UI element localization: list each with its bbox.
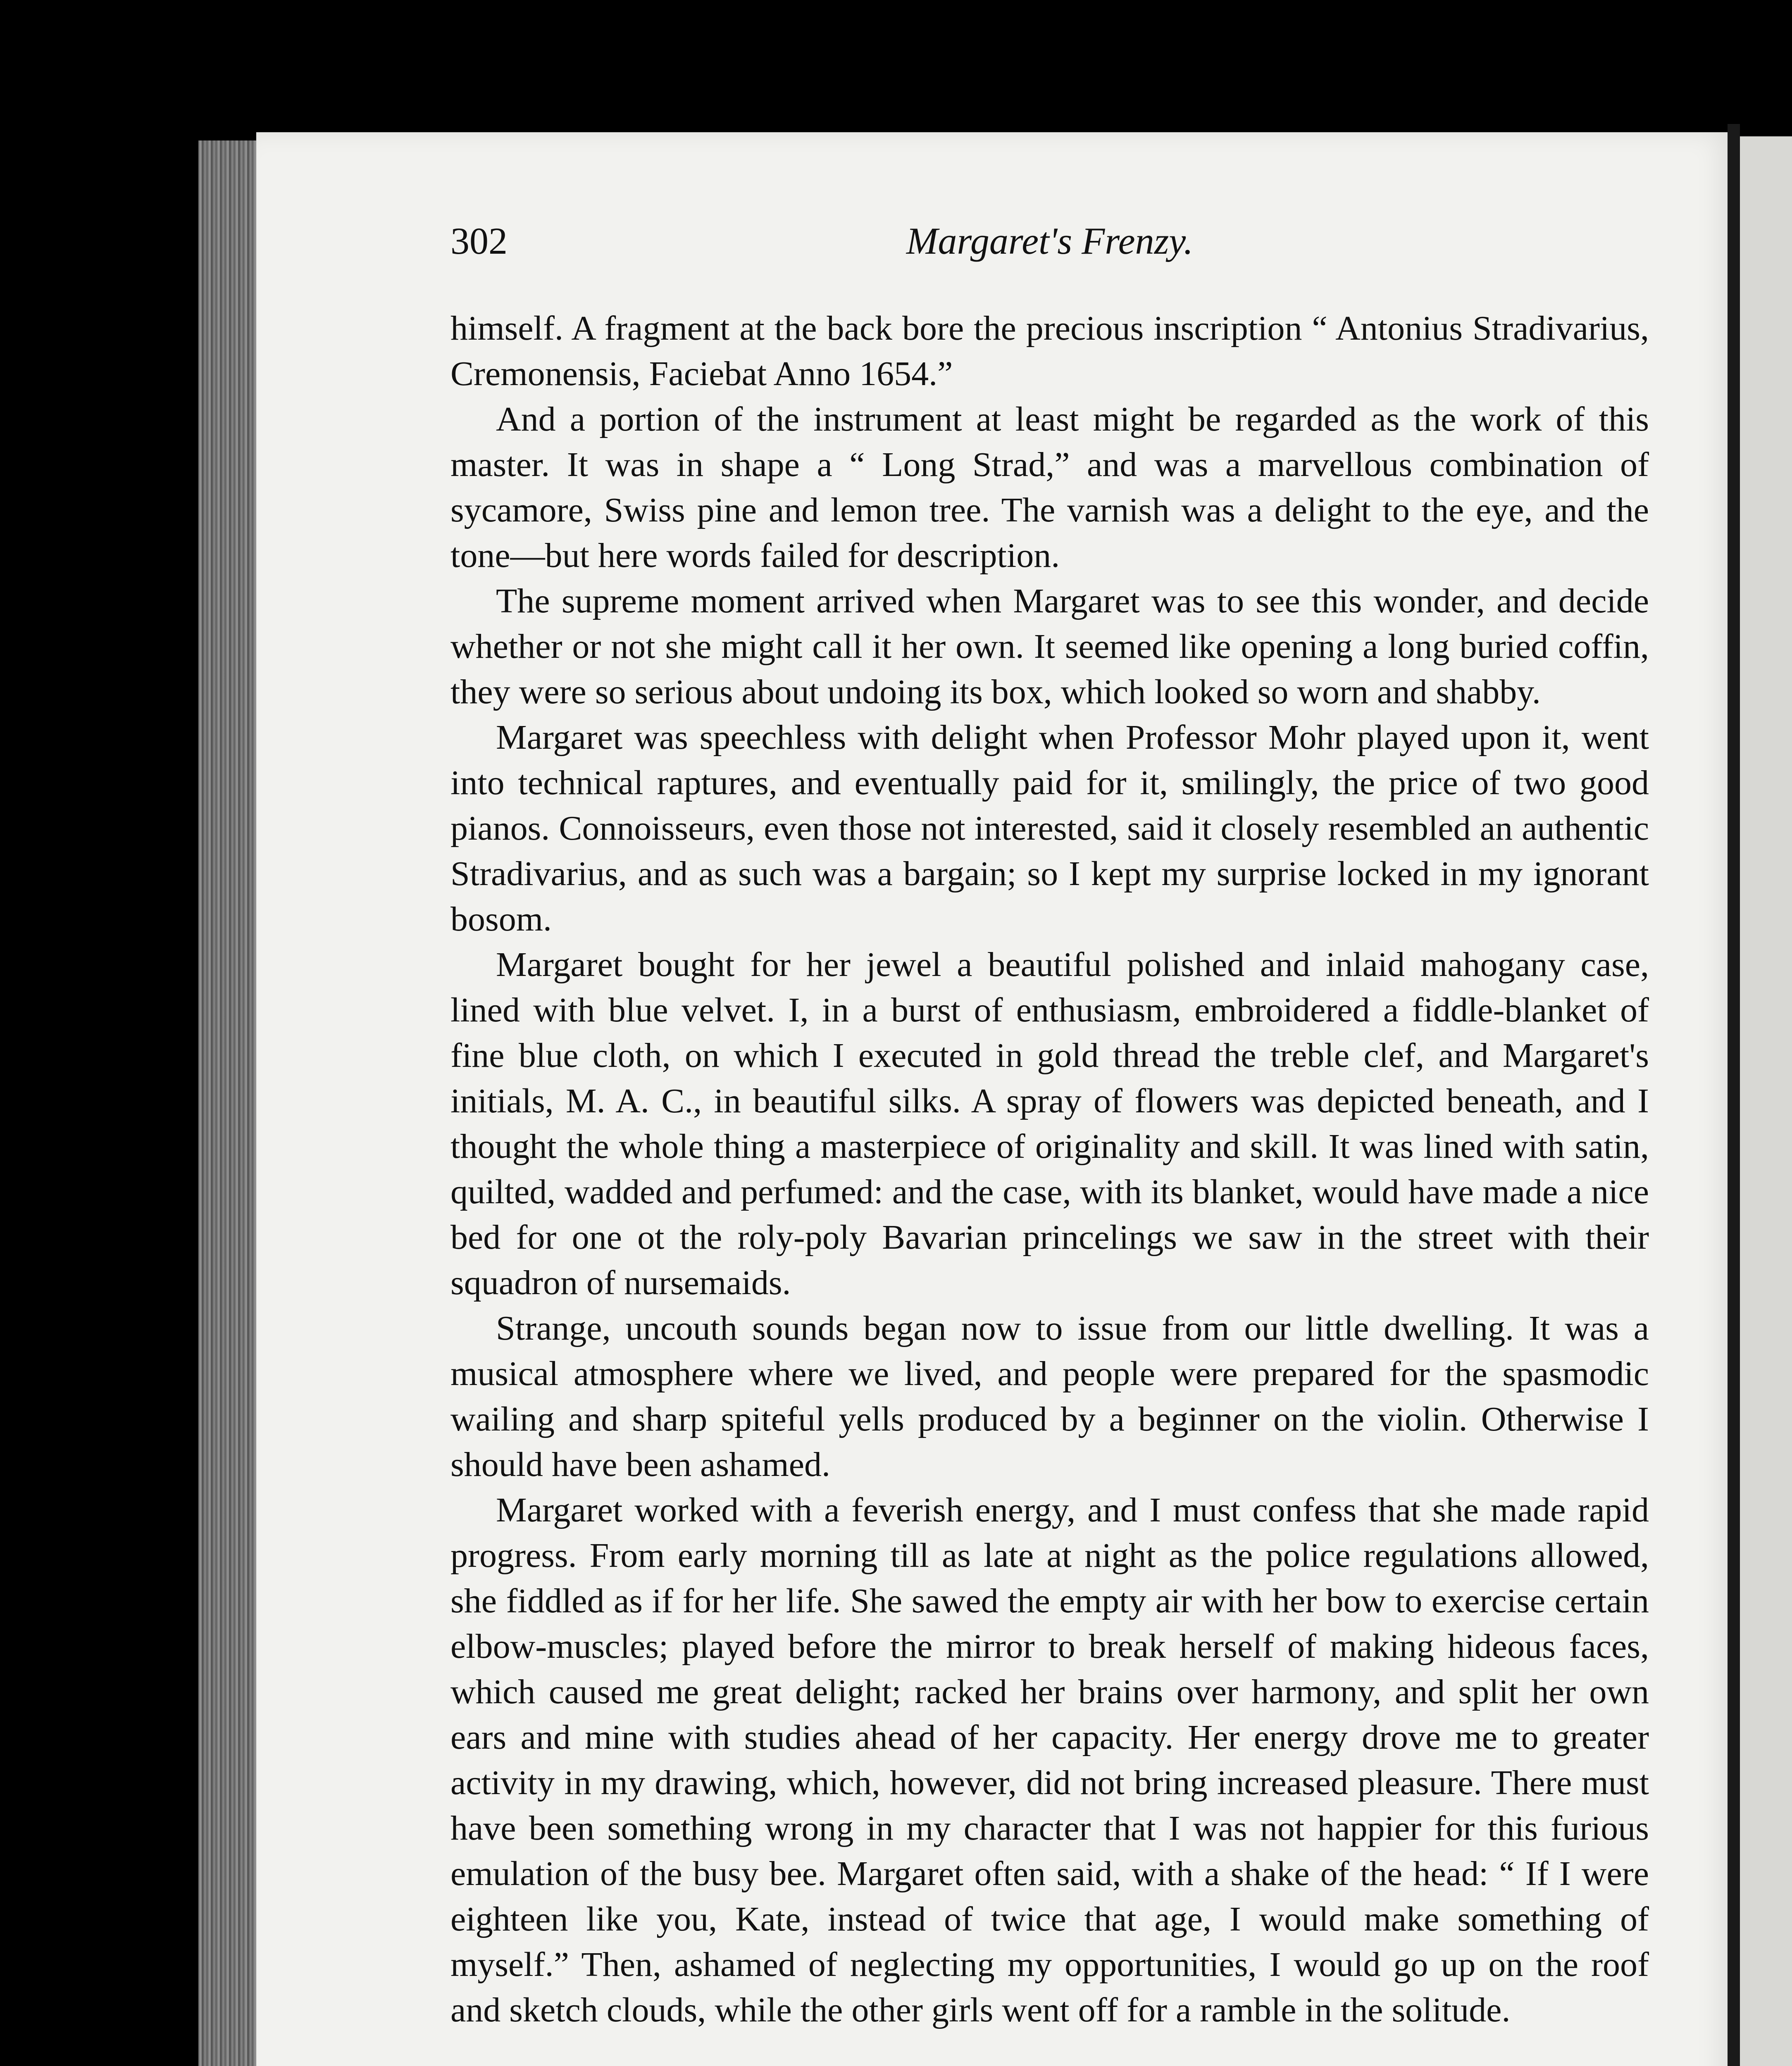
page-number: 302 <box>450 220 508 262</box>
paragraph-5: Margaret bought for her jewel a beautiful polished and inlaid mahogany case, lined with blue velvet. I, in a burst of enthusiasm, embroidered a fiddle-blanket of fine blue cloth, on which I executed in gold thread the treble clef, and Margaret's initials, M. A. C., in beautiful silks. A spray of flowers was depicted beneath, and I thought the whole thing a masterpiece of originality and skill. It was lined with satin, quilted, wadded and perfumed: and the case, with its blanket, would have made a nice bed for one ot the roly-poly Bavarian princelings we saw in the street with their squadron of nursemaids. <box>450 945 1649 1302</box>
paragraph-6: Strange, uncouth sounds began now to issue from our little dwelling. It was a musical atmosphere where we lived, and people were prepared for the spasmodic wailing and sharp spiteful yells produced by a beginner on the violin. Otherwise I should have been ashamed. <box>450 1309 1649 1484</box>
paragraph-3: The supreme moment arrived when Margaret was to see this wonder, and decide whether or not she might call it her own. It seemed like opening a long buried coffin, they were so serious about undoing its box, which looked so worn and shabby. <box>450 582 1649 711</box>
paragraph-7: Margaret worked with a feverish energy, and I must confess that she made rapid progress. From early morning till as late at night as the police regulations allowed, she fiddled as if for her life. She sawed the empty air with her bow to exercise certain elbow-muscles; played before the mirror to break herself of making hideous faces, which caused me great delight; racked her brains over harmony, and split her own ears and mine with studies ahead of her capacity. Her energy drove me to greater activity in my drawing, which, however, did not bring increased pleasure. There must have been something wrong in my character that I was not happier for this furious emulation of the busy bee. Margaret often said, with a shake of the head: “ If I were eighteen like you, Kate, instead of twice that age, I would make something of myself.” Then, ashamed of neglecting my opportunities, I would go up on the roof and sketch clouds, while the other girls went off for a ramble in the solitude. <box>450 1491 1649 2029</box>
facing-page-shadow <box>1728 124 1740 2066</box>
facing-page-edge <box>1740 136 1792 2066</box>
paragraph-1: himself. A fragment at the back bore the precious inscription “ Antonius Stradivarius, Cremonensis, Faciebat Anno 1654.” <box>450 309 1649 393</box>
body-text <box>450 306 1649 2033</box>
page-header <box>450 219 1649 277</box>
book-gutter <box>198 140 256 2066</box>
paragraph-4: Margaret was speechless with delight when Professor Mohr played upon it, went into technical raptures, and eventually paid for it, smilingly, the price of two good pianos. Connoisseurs, even those not interested, said it closely resembled an authentic Stradivarius, and as such was a bargain; so I kept my surprise locked in my ignorant bosom. <box>450 718 1649 938</box>
running-head: Margaret's Frenzy. <box>906 220 1194 262</box>
paragraph-2: And a portion of the instrument at least might be regarded as the work of this master. It was in shape a “ Long Strad,” and was a marvellous combination of sycamore, Swiss pine and lemon tree. The varnish was a delight to the eye, and the tone—but here words failed for description. <box>450 400 1649 575</box>
